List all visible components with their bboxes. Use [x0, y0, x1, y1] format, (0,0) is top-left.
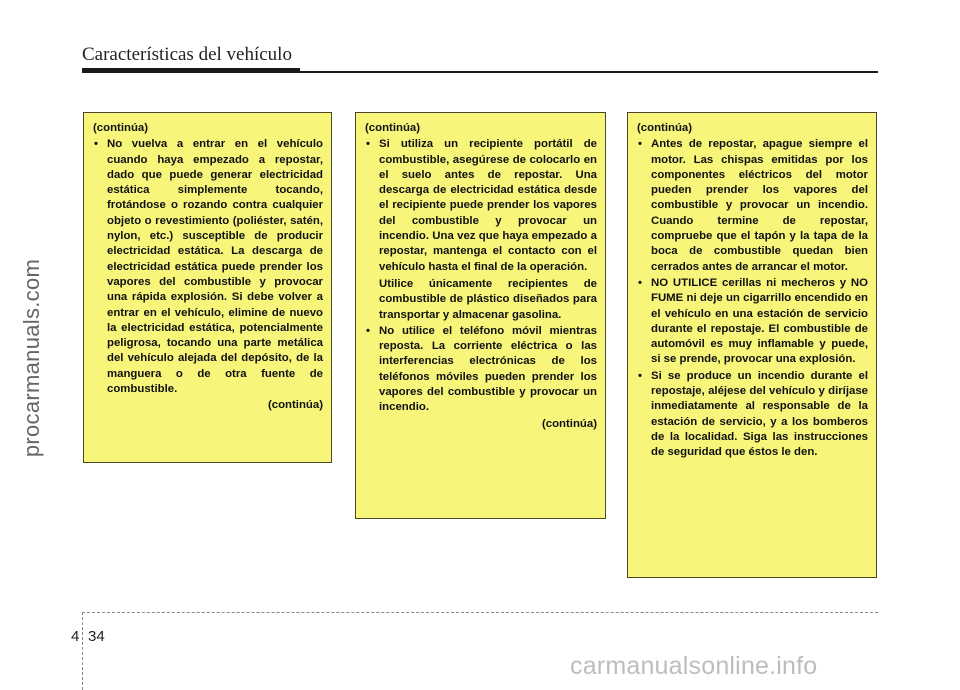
warning-box-1 — [83, 112, 332, 463]
page-number: 34 — [88, 628, 105, 645]
side-watermark: procarmanuals.com — [19, 258, 44, 458]
warning-item-text: Antes de repostar, apague siempre el motor. Las chispas emitidas por los componentes eléctricos del motor pueden prender los vapores del combustible y provocar un incendio. Cuando termine de repostar, compruebe que el tapón y la tapa de la boca de combustible quedan bien cerrados antes de arrancar el motor. — [651, 138, 868, 273]
continued-top-label: (continúa) — [365, 122, 421, 134]
warning-list — [93, 137, 323, 397]
warning-item — [637, 369, 868, 461]
warning-list — [365, 137, 597, 415]
bottom-watermark: carmanualsonline.info — [570, 652, 818, 680]
warning-item-text: NO UTILICE cerillas ni mecheros y NO FUME ni deje un cigarrillo encendido en el vehículo en una estación de servicio durante el repostaje. El combustible de automóvil es muy inflamable y puede, si se prende, provocar una explosión. — [651, 276, 868, 366]
section-title: Características del vehículo — [82, 44, 292, 65]
warning-box-3 — [627, 112, 877, 578]
continued-bottom-label: (continúa) — [267, 399, 323, 412]
warning-item — [365, 324, 597, 416]
warning-item — [93, 137, 323, 397]
warning-item — [637, 137, 868, 275]
continued-top-label: (continúa) — [637, 122, 693, 134]
warning-list — [637, 137, 868, 460]
warning-item-text: No vuelva a entrar en el vehículo cuando haya empezado a repostar, dado que puede generar electricidad estática simplemente tocando, frotándose o rozando contra cualquier objeto o revestimiento (poliéster, satén, nylon, etc.) susceptible de producir electricidad estática. La descarga de electricidad estática puede prender los vapores del combustible y provocar una rápida explosión. Si debe volver a entrar en el vehículo, elimine de nuevo la electricidad estática, potencialmente peligrosa, tocando una parte metálica del vehículo alejada del depósito, de la manguera o de otra fuente de combustible. — [107, 138, 323, 396]
continued-top-label: (continúa) — [93, 122, 149, 134]
warning-item-text: No utilice el teléfono móvil mientras reposta. La corriente eléctrica o las interferencias electrónicas de los teléfonos móviles pueden prender los vapores del combustible y provocar un incendio. — [379, 324, 597, 414]
warning-item-extra-text: Utilice únicamente recipientes de combustible de plástico diseñados para transportar y almacenar gasolina. — [379, 277, 597, 321]
warning-item-text: Si se produce un incendio durante el repostaje, aléjese del vehículo y diríjase inmediatamente al responsable de la estación de servicio, y a los bomberos de la localidad. Siga las instrucciones de seguridad que éstos le den. — [651, 369, 868, 459]
warning-item-text: Si utiliza un recipiente portátil de combustible, asegúrese de colocarlo en el suelo antes de repostar. Una descarga de electricidad estática desde el recipiente puede prender los vapores del combustible y provocar un incendio. Una vez que haya empezado a repostar, mantenga el contacto con el vehículo hasta el final de la operación. — [379, 138, 597, 273]
warning-item — [365, 137, 597, 323]
header-rule-thin — [300, 71, 878, 73]
footer-vertical-rule — [82, 612, 83, 690]
continued-bottom-label: (continúa) — [541, 417, 597, 430]
header-rule-thick — [82, 68, 300, 73]
warning-item — [637, 276, 868, 368]
warning-box-2 — [355, 112, 606, 519]
footer-horizontal-rule — [82, 612, 878, 613]
section-number: 4 — [71, 628, 80, 645]
